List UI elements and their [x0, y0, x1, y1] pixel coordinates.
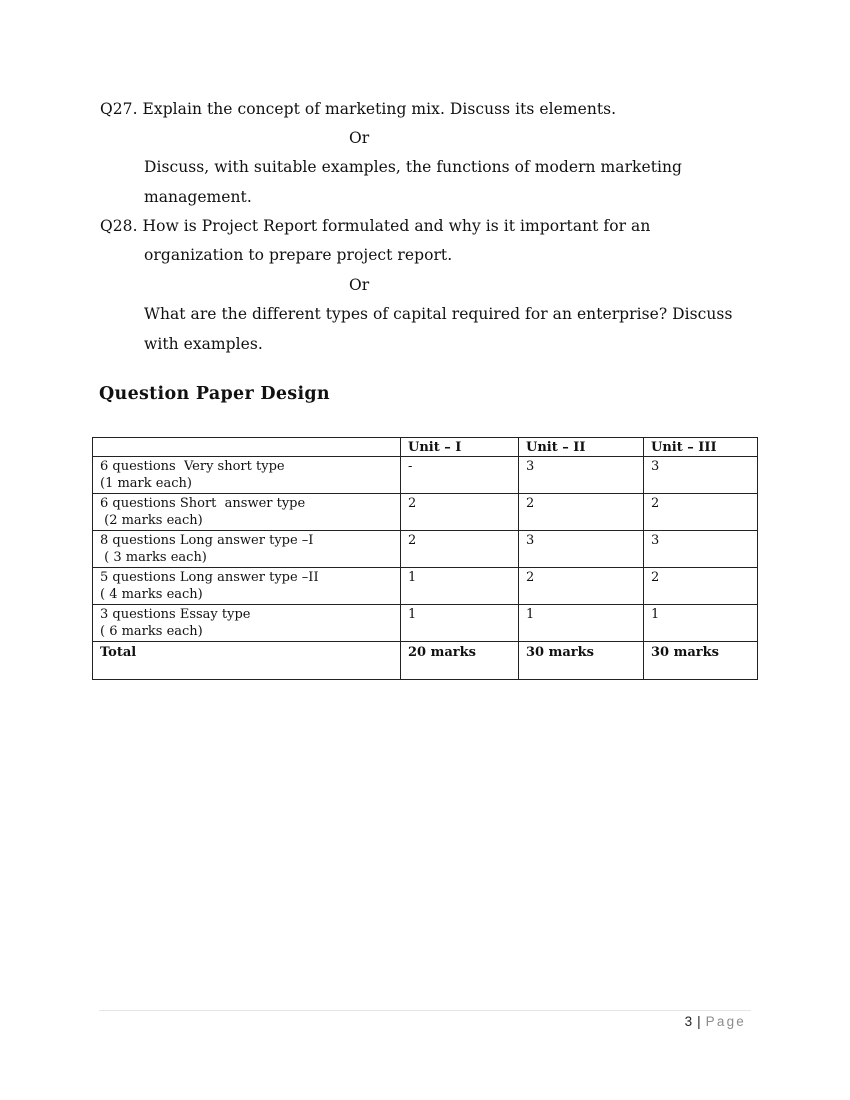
cell-unit-1: 1 — [401, 605, 519, 642]
cell-unit-1: - — [401, 457, 519, 494]
row-label-line1: 5 questions Long answer type –II — [100, 570, 319, 585]
q27-alt-line2: management. — [144, 188, 252, 206]
page-footer — [685, 1014, 746, 1029]
row-label-line1: 6 questions Short answer type — [100, 496, 306, 511]
cell-unit-2: 2 — [519, 568, 644, 605]
cell-unit-3: 3 — [644, 457, 758, 494]
footer-divider — [99, 1010, 751, 1011]
cell-unit-2: 3 — [519, 457, 644, 494]
row-label-line2: (1 mark each) — [100, 476, 192, 491]
header-cell-unit-2: Unit – II — [519, 438, 644, 457]
q27-line — [100, 100, 616, 118]
header-cell-unit-1: Unit – I — [401, 438, 519, 457]
q27-alt-line1: Discuss, with suitable examples, the functions of modern marketing — [144, 158, 683, 176]
row-label-line1: 6 questions Very short type — [100, 459, 285, 474]
table-header-row — [93, 438, 758, 457]
cell-unit-3: 2 — [644, 568, 758, 605]
q28-alt-line1: What are the different types of capital required for an enterprise? Discuss — [144, 305, 733, 323]
row-label-line1: 8 questions Long answer type –I — [100, 533, 314, 548]
row-label — [93, 457, 401, 494]
total-label: Total — [93, 642, 401, 680]
row-label — [93, 531, 401, 568]
q28-text-line1: How is Project Report formulated and why is it important for an — [142, 217, 651, 235]
total-unit-3: 30 marks — [644, 642, 758, 680]
row-label-line2: ( 6 marks each) — [100, 624, 203, 639]
q28-alt-line2: with examples. — [144, 335, 263, 353]
cell-unit-3: 2 — [644, 494, 758, 531]
q28-line1 — [100, 217, 650, 235]
row-label-line2: ( 3 marks each) — [100, 550, 207, 565]
row-label — [93, 605, 401, 642]
cell-unit-1: 1 — [401, 568, 519, 605]
header-cell-unit-3: Unit – III — [644, 438, 758, 457]
cell-unit-1: 2 — [401, 531, 519, 568]
total-unit-2: 30 marks — [519, 642, 644, 680]
table-row — [93, 457, 758, 494]
q28-number: Q28. — [100, 217, 138, 235]
table-row — [93, 531, 758, 568]
cell-unit-3: 3 — [644, 531, 758, 568]
q27-text: Explain the concept of marketing mix. Discuss its elements. — [142, 100, 617, 118]
table-row — [93, 605, 758, 642]
footer-separator: | — [697, 1014, 701, 1029]
q27-number: Q27. — [100, 100, 138, 118]
page-number: 3 — [684, 1014, 693, 1029]
q27-or: Or — [349, 129, 370, 147]
row-label — [93, 494, 401, 531]
row-label — [93, 568, 401, 605]
header-cell-blank — [93, 438, 401, 457]
page-word: Page — [705, 1014, 746, 1029]
cell-unit-2: 1 — [519, 605, 644, 642]
cell-unit-1: 2 — [401, 494, 519, 531]
table-total-row — [93, 642, 758, 680]
question-paper-design-table — [92, 437, 758, 680]
row-label-line2: ( 4 marks each) — [100, 587, 203, 602]
q28-or: Or — [349, 276, 370, 294]
total-unit-1: 20 marks — [401, 642, 519, 680]
cell-unit-2: 3 — [519, 531, 644, 568]
cell-unit-2: 2 — [519, 494, 644, 531]
row-label-line2: (2 marks each) — [100, 513, 203, 528]
section-heading: Question Paper Design — [99, 384, 330, 404]
table-row — [93, 568, 758, 605]
q28-text-line2: organization to prepare project report. — [144, 246, 453, 264]
row-label-line1: 3 questions Essay type — [100, 607, 251, 622]
cell-unit-3: 1 — [644, 605, 758, 642]
table-row — [93, 494, 758, 531]
